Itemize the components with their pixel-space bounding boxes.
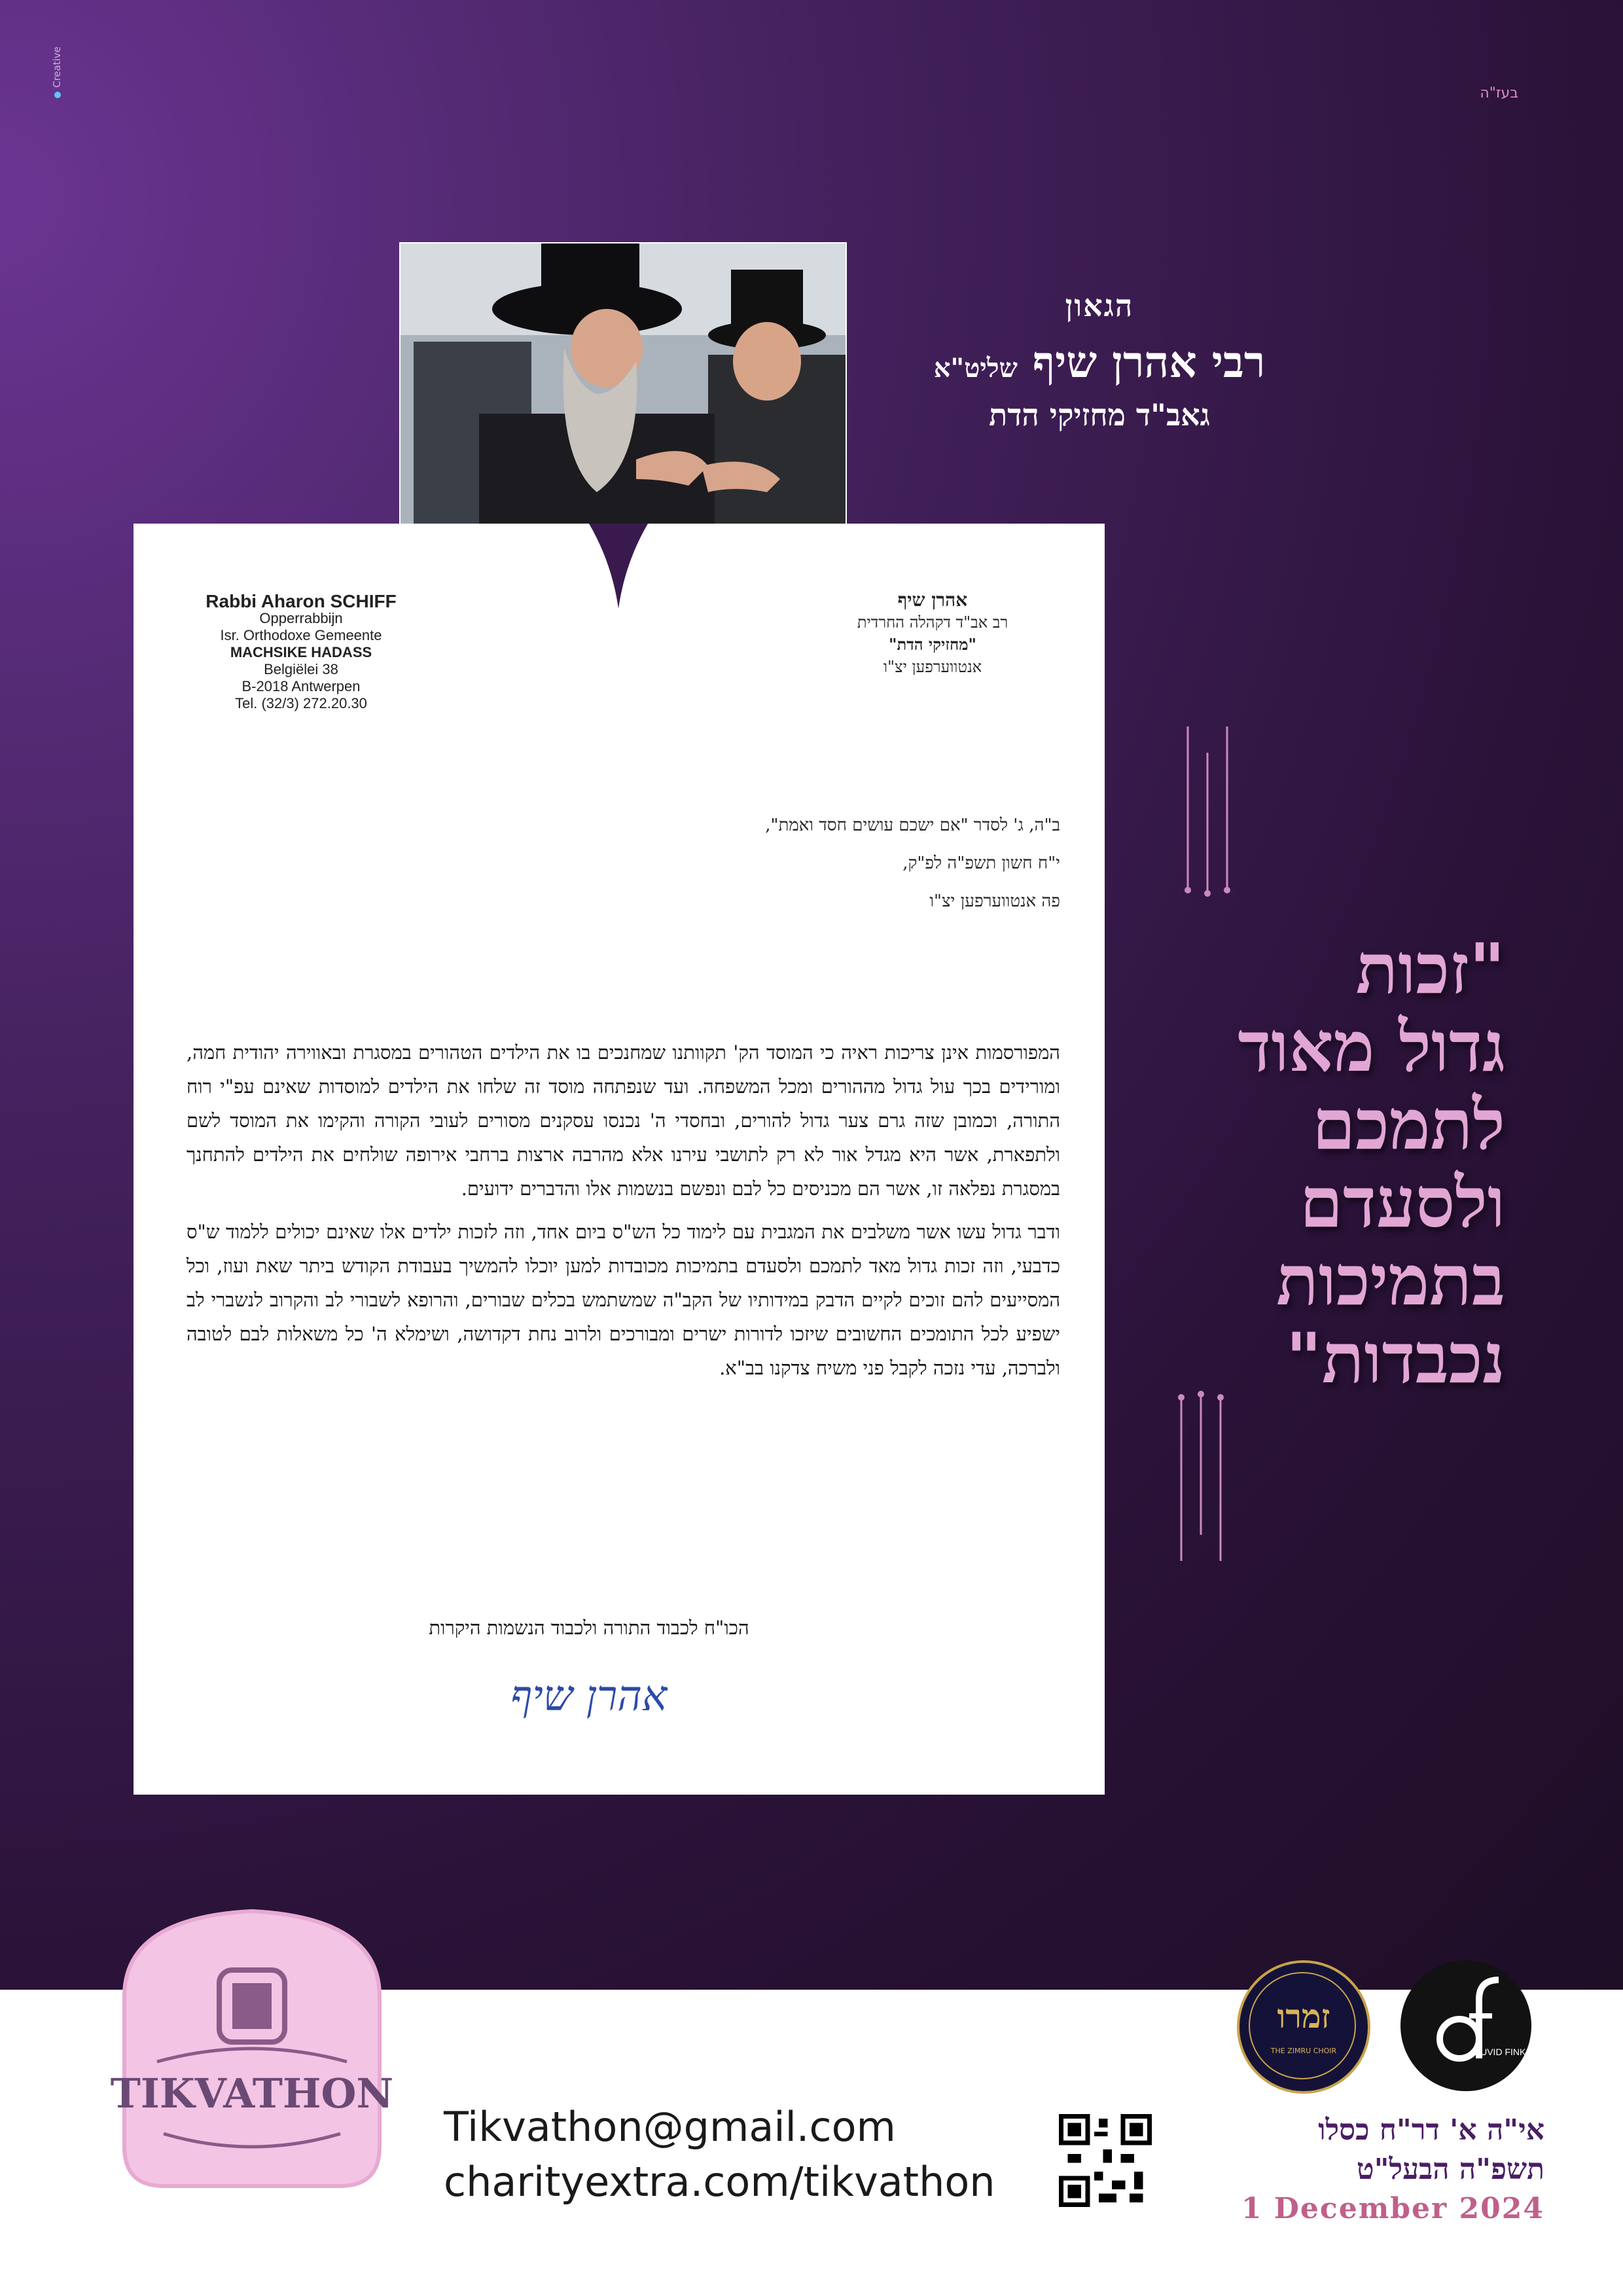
event-date-he-2: תשפ"ה הבעל"ט xyxy=(1357,2153,1544,2186)
duvid-fink-logo xyxy=(1400,1960,1531,2091)
letterhead-orgname-he: "מחזיקי הדת" xyxy=(889,635,976,654)
creative-label: Creative xyxy=(51,46,63,88)
letterhead-org-en: Isr. Orthodoxe Gemeente xyxy=(220,627,382,643)
letterhead-right xyxy=(812,589,1054,678)
duvid-fink-icon xyxy=(1400,1960,1531,2091)
dateline-2: י"ח חשון תשפ"ה לפ"ק, xyxy=(902,853,1060,873)
quote-line-5: בתמיכות xyxy=(1276,1239,1505,1321)
quote-line-6: נכבדות" xyxy=(1285,1317,1505,1399)
letter-notch-bottom xyxy=(589,1774,654,1878)
contact-info xyxy=(444,2100,1098,2210)
letterhead-role-he: רב אב"ד דקהלה החרדית xyxy=(857,613,1008,632)
creative-tag xyxy=(51,46,63,98)
quote-line-3: לתמכם xyxy=(1311,1083,1505,1165)
contact-url[interactable]: charityextra.com/tikvathon xyxy=(444,2158,995,2206)
letterhead-city-he: אנטווערפען יצ"ו xyxy=(883,658,982,676)
tikvathon-logo xyxy=(98,1898,406,2206)
quote-line-2: גדול מאוד xyxy=(1238,1005,1505,1087)
letter-closing: הכו"ח לכבוד התורה ולכבוד הנשמות היקרות xyxy=(429,1617,749,1639)
letterhead-role-en: Opperrabbijn xyxy=(259,610,343,626)
letterhead-orgname-en: MACHSIKE HADASS xyxy=(230,644,372,660)
rabbi-title xyxy=(851,288,1348,433)
duvid-fink-text: DUVID FINK xyxy=(1474,2047,1526,2057)
dateline-1: ב"ה, ג' לסדר "אם ישכם עושים חסד ואמת", xyxy=(765,816,1060,835)
body-paragraph-1: המפורסמות אינן צריכות ראיה כי המוסד הק' תקוותנו שמחנכים בו את הילדים הטהורים במסגרת ובאווירה יהודית חמה, ומורידים בכך עול גדול מההורים ומכל המשפחה. ועד שנפתחה מוסד זה שלחו את הילדים למוסדות שאינם עפ"י רוח התורה, וכמובן שזה גרם צער גדול להורים, ובחסדי ה' נכנסו עסקנים מסורים לעובי הקורה והקימו את המוסד לשם ולתפארת, אשר היא מגדל אור לא רק לתושבי עירנו אלא מהרבה ארצות ברחבי אירופה שולחים את הילדים להתחנך במסגרת נפלאה זו, אשר הם מכניסים כל לבם ונפשם בנשמות אלו והדברים ידועים. xyxy=(187,1041,1060,1200)
quote-line-4: ולסעדם xyxy=(1299,1161,1505,1243)
stamp-name: TIKVATHON xyxy=(110,2070,394,2117)
title-name xyxy=(851,336,1348,388)
title-honorific: הגאון xyxy=(1065,288,1134,323)
body-paragraph-2: ודבר גדול עשו אשר משלבים את המגבית עם לימוד כל הש"ס ביום אחד, וזה לזכות ילדים אלו שאינם יכולים ללמוד ש"ס כדבעי, וזה זכות גדול מאד לתמכם ולסעדם בתמיכות מכובדות למען יוכלו להמשיך בעבודת הקודש ביתר שאת ועוז, וכל המסייעים להם זוכים לקיים הדבק במידותיו של הקב"ה שמשתמש בכלים שבורים, והרופא לשבורי לב והקרוב לנשברי לב ישפיע לכל התומכים החשובים שיזכו לדורות ישרים ומבורכים ולרוב נחת דקדושה, ושימלא ה' כל משאלות לבם לטובה ולברכה, עדי נזכה לקבל פני משיח צדקנו בב"א. xyxy=(187,1221,1060,1379)
top-mark: בעז"ה xyxy=(1480,85,1518,101)
letter-dateline xyxy=(589,806,1060,920)
letterhead-name-he: אהרן שיף xyxy=(897,589,968,611)
quote-text xyxy=(1126,929,1505,1397)
quote-line-1: "זכות xyxy=(1355,927,1505,1009)
title-name-main: רבי אהרן שיף xyxy=(1032,336,1266,387)
quote-decoration-top xyxy=(1171,726,1243,897)
event-date xyxy=(1217,2111,1544,2229)
quote-decoration-bottom xyxy=(1165,1391,1237,1561)
letterhead-city: B-2018 Antwerpen xyxy=(241,678,361,694)
qr-code-icon[interactable] xyxy=(1059,2114,1152,2207)
signature: אהרן שיף xyxy=(510,1672,668,1721)
letterhead-tel: Tel. (32/3) 272.20.30 xyxy=(235,695,367,711)
zimru-logo-text: זמרו xyxy=(1277,1997,1330,2036)
letterhead-name-en: Rabbi Aharon SCHIFF xyxy=(205,591,397,611)
zimru-logo-sub: THE ZIMRU CHOIR xyxy=(1270,2047,1337,2055)
event-date-en: 1 December 2024 xyxy=(1241,2192,1544,2225)
dot-icon xyxy=(54,92,61,98)
letterhead-left xyxy=(177,593,425,712)
event-date-he-1: אי"ה א' דר"ח כסלו xyxy=(1318,2113,1544,2147)
title-name-suffix: שליט"א xyxy=(933,353,1018,384)
contact-email[interactable]: Tikvathon@gmail.com xyxy=(444,2103,896,2151)
letterhead-street: Belgiëlei 38 xyxy=(264,661,338,677)
dateline-3: פה אנטווערפען יצ"ו xyxy=(929,891,1060,911)
title-position: גאב"ד מחזיקי הדת xyxy=(989,397,1210,433)
zimru-choir-logo xyxy=(1237,1960,1370,2094)
letter-notch-top xyxy=(589,524,648,609)
letter-body xyxy=(187,1035,1060,1394)
